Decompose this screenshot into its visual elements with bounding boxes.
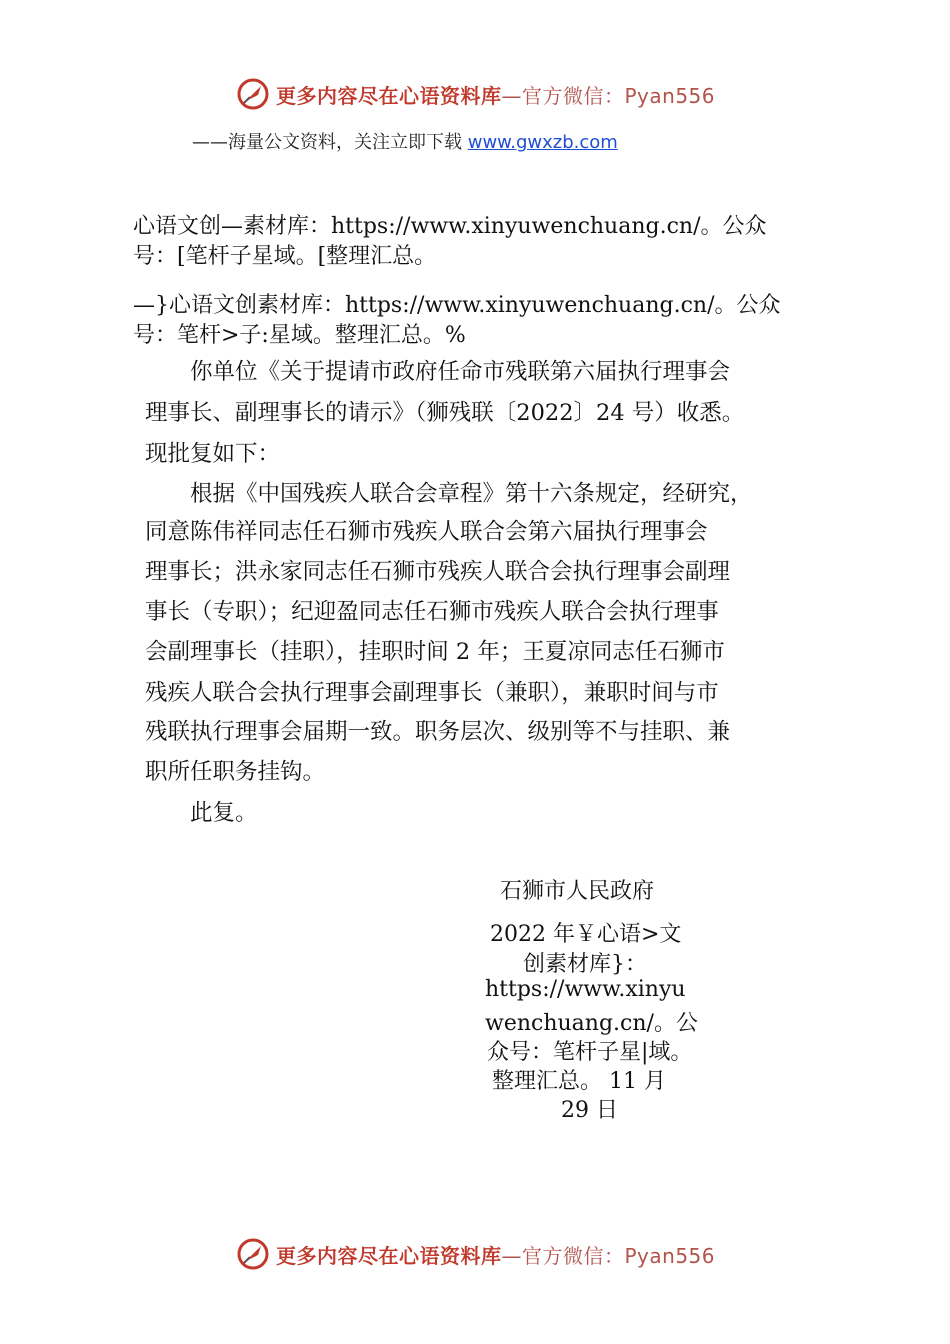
watermark-paragraph-2: —}心语文创素材库：https://www.xinyuwenchuang.cn/。公众 号：笔杆>子:星域。整理汇总。% xyxy=(133,293,781,348)
body-line: 同意陈伟祥同志任石狮市残疾人联合会第六届执行理事会 xyxy=(145,519,708,545)
signature-date-line: 创素材库}： xyxy=(523,952,647,977)
watermark-paragraph-1: 心语文创—素材库：https://www.xinyuwenchuang.cn/。公众 号：[笔杆子星域。[整理汇总。 xyxy=(133,214,767,269)
download-subline: ——海量公文资料，关注立即下载 www.gwxzb.com xyxy=(192,132,618,153)
body-line: 你单位《关于提请市政府任命市残联第六届执行理事会 xyxy=(145,359,731,385)
footer-banner xyxy=(236,1232,756,1276)
body-line: 事长（专职）；纪迎盈同志任石狮市残疾人联合会执行理事 xyxy=(145,599,719,625)
banner-text: 更多内容尽在心语资料库—官方微信：Pyan556 xyxy=(276,1243,716,1268)
signature-date-line: https://www.xinyu xyxy=(485,977,686,1002)
quill-logo-icon xyxy=(236,1237,270,1271)
signature-date-line: 整理汇总。 11 月 xyxy=(492,1069,666,1094)
signature-org: 石狮市人民政府 xyxy=(500,879,655,904)
body-line: 残疾人联合会执行理事会副理事长（兼职），兼职时间与市 xyxy=(145,680,719,706)
body-line: 会副理事长（挂职），挂职时间 2 年；王夏凉同志任石狮市 xyxy=(145,639,725,665)
body-line: 职所任职务挂钩。 xyxy=(145,759,326,785)
signature-date-line: 29 日 xyxy=(561,1098,618,1123)
gwxzb-link[interactable]: www.gwxzb.com xyxy=(467,132,618,153)
body-line: 根据《中国残疾人联合会章程》第十六条规定，经研究， xyxy=(145,481,753,507)
signature-date-line: 2022 年￥心语>文 xyxy=(490,922,682,947)
body-line: 残联执行理事会届期一致。职务层次、级别等不与挂职、兼 xyxy=(145,719,731,745)
signature-date-line: wenchuang.cn/。公 xyxy=(485,1011,698,1036)
body-line: 理事长、副理事长的请示》（狮残联〔2022〕24 号）收悉。 xyxy=(145,400,745,426)
quill-logo-icon xyxy=(236,77,270,111)
header-banner xyxy=(236,72,756,116)
body-line: 此复。 xyxy=(145,800,258,826)
signature-date-line: 众号：笔杆子星|域。 xyxy=(487,1040,693,1065)
body-line: 现批复如下： xyxy=(145,441,281,467)
body-line: 理事长；洪永家同志任石狮市残疾人联合会执行理事会副理 xyxy=(145,559,731,585)
banner-text: 更多内容尽在心语资料库—官方微信：Pyan556 xyxy=(276,83,716,108)
